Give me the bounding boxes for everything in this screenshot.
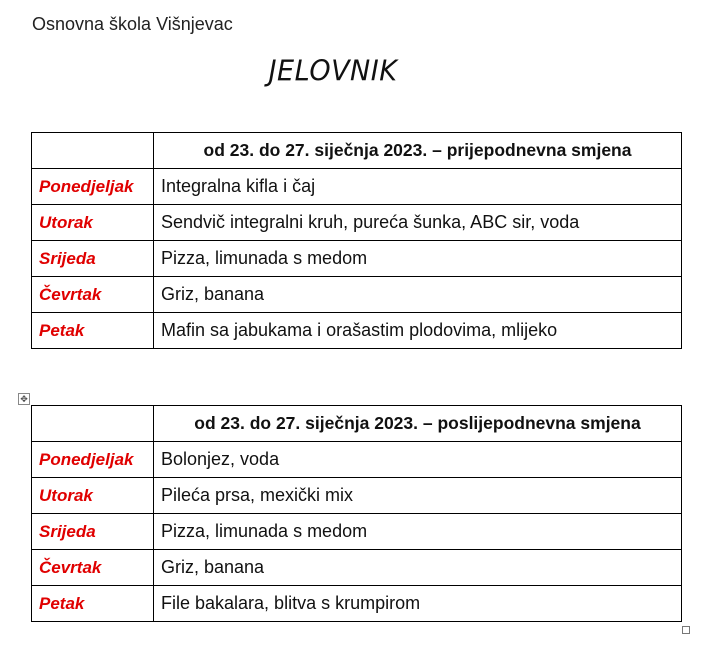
table-row — [32, 586, 682, 622]
table-header[interactable]: od 23. do 27. siječnja 2023. – poslijepodnevna smjena — [154, 406, 682, 442]
meal-cell[interactable]: Griz, banana — [154, 277, 682, 313]
day-cell[interactable]: Petak — [32, 313, 154, 349]
day-cell[interactable]: Ponedjeljak — [32, 442, 154, 478]
table-row — [32, 514, 682, 550]
day-cell[interactable]: Čevrtak — [32, 550, 154, 586]
meal-cell[interactable]: Pizza, limunada s medom — [154, 241, 682, 277]
table-header[interactable]: od 23. do 27. siječnja 2023. – prijepodnevna smjena — [154, 133, 682, 169]
day-cell[interactable]: Ponedjeljak — [32, 169, 154, 205]
day-cell[interactable]: Petak — [32, 586, 154, 622]
menu-table-afternoon — [31, 405, 682, 622]
table-row — [32, 478, 682, 514]
day-cell[interactable]: Srijeda — [32, 514, 154, 550]
day-cell[interactable]: Utorak — [32, 478, 154, 514]
meal-cell[interactable]: Sendvič integralni kruh, pureća šunka, ABC sir, voda — [154, 205, 682, 241]
meal-cell[interactable]: Bolonjez, voda — [154, 442, 682, 478]
day-cell[interactable]: Čevrtak — [32, 277, 154, 313]
day-cell[interactable]: Utorak — [32, 205, 154, 241]
meal-cell[interactable]: Pizza, limunada s medom — [154, 514, 682, 550]
table-corner-cell — [32, 406, 154, 442]
move-arrows-icon[interactable]: ✥ — [18, 393, 30, 405]
menu-table-morning — [31, 132, 682, 349]
table-row — [32, 169, 682, 205]
day-cell[interactable]: Srijeda — [32, 241, 154, 277]
table-header-row — [32, 406, 682, 442]
table-row — [32, 205, 682, 241]
meal-cell[interactable]: Mafin sa jabukama i orašastim plodovima, mlijeko — [154, 313, 682, 349]
resize-square-icon[interactable] — [682, 626, 690, 634]
meal-cell[interactable]: Pileća prsa, mexički mix — [154, 478, 682, 514]
school-name: Osnovna škola Višnjevac — [32, 14, 233, 34]
meal-cell[interactable]: Griz, banana — [154, 550, 682, 586]
meal-cell[interactable]: File bakalara, blitva s krumpirom — [154, 586, 682, 622]
table-row — [32, 313, 682, 349]
meal-cell[interactable]: Integralna kifla i čaj — [154, 169, 682, 205]
table-row — [32, 550, 682, 586]
table-corner-cell — [32, 133, 154, 169]
table-row — [32, 277, 682, 313]
table-row — [32, 241, 682, 277]
table-row — [32, 442, 682, 478]
table-header-row — [32, 133, 682, 169]
page-title: JELOVNIK — [268, 55, 398, 88]
